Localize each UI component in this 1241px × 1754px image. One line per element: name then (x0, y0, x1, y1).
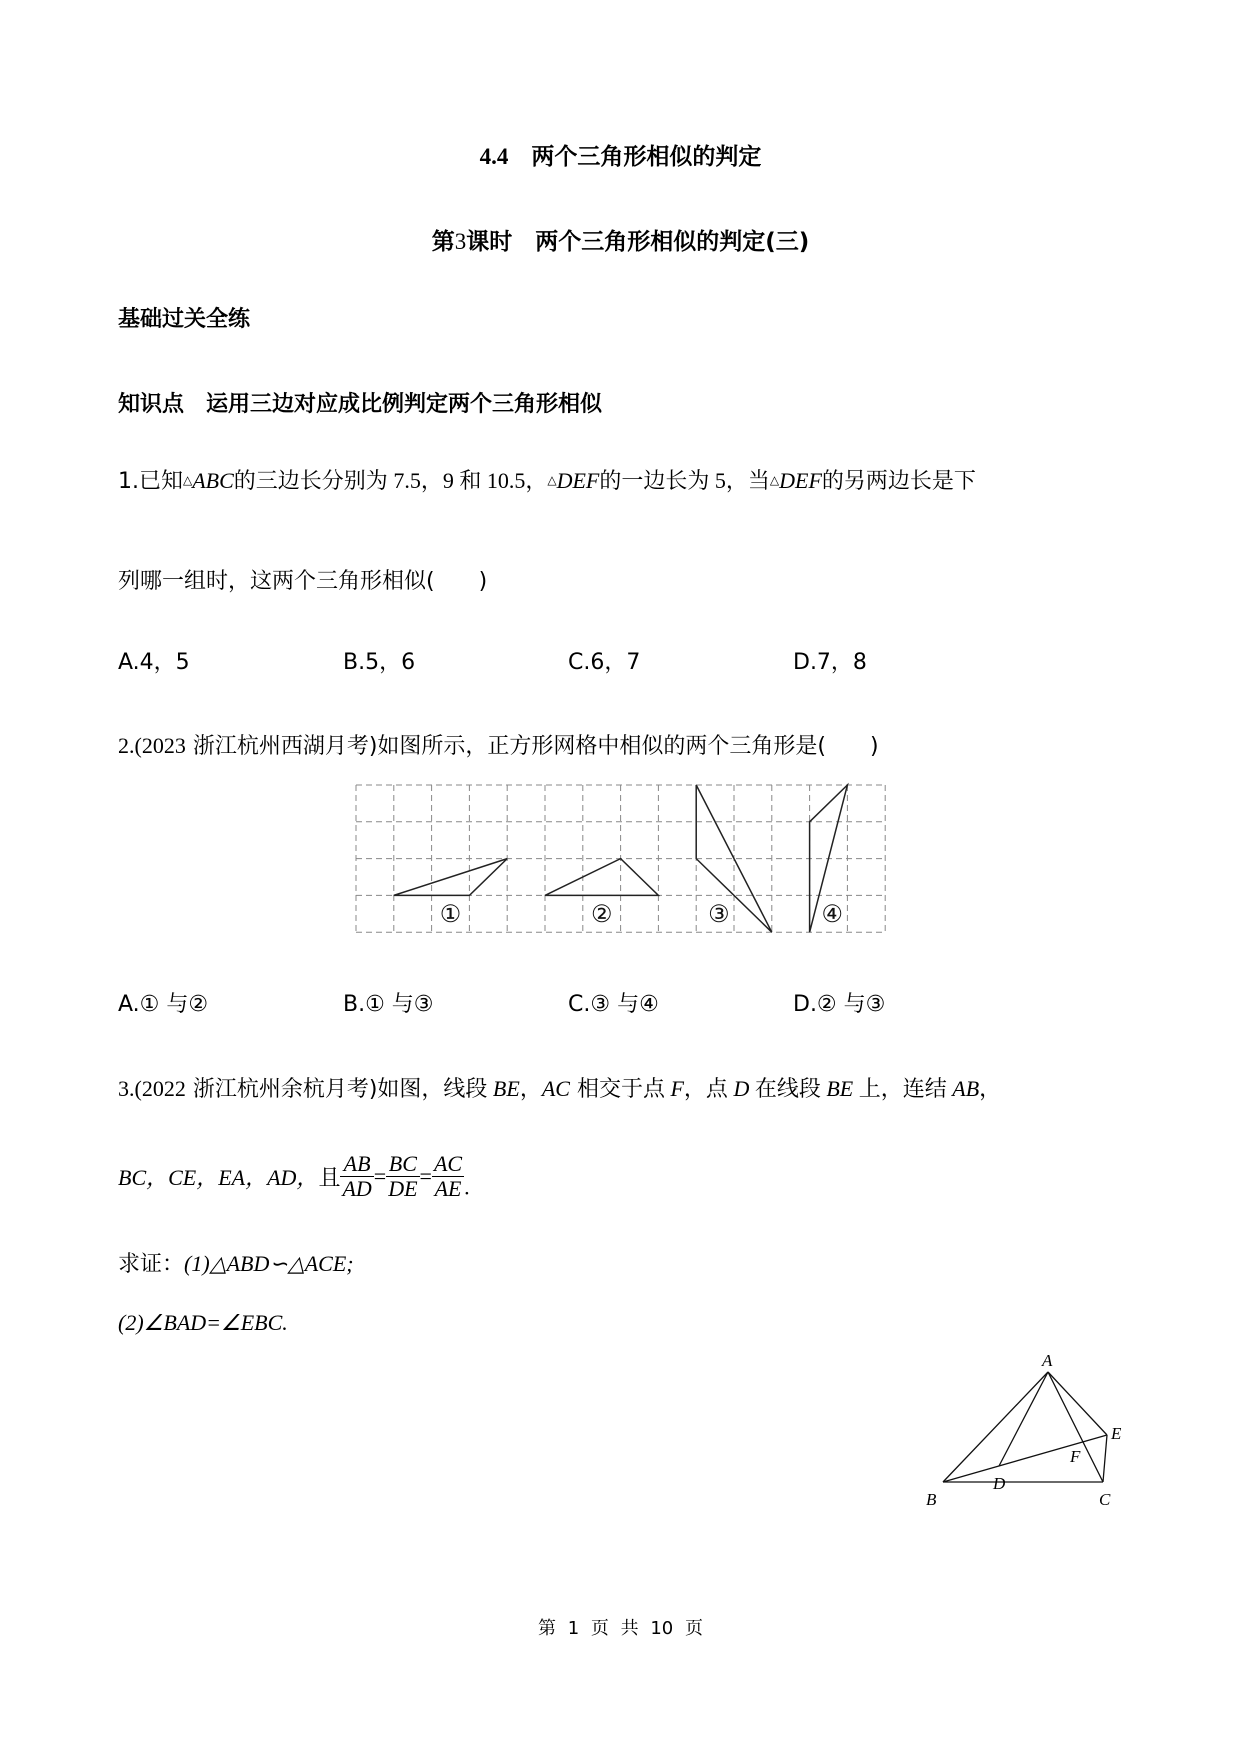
q3-text: 上，连结 (858, 1077, 947, 1102)
q3-text: ，点 (683, 1077, 728, 1102)
knowledge-point-title: 运用三边对应成比例判定两个三角形相似 (206, 392, 603, 417)
q1-line1 (118, 464, 976, 495)
q3-prefix: 3.(2022 (118, 1076, 186, 1101)
q3-segments: BC，CE，EA，AD， (118, 1165, 319, 1190)
fraction-numerator: AC (433, 1151, 463, 1176)
q3-comma: ， (979, 1077, 1002, 1102)
triangle-1 (394, 859, 507, 896)
q1-num: 7.5，9 (393, 468, 454, 493)
label-e: E (1111, 1424, 1122, 1443)
q3-prove-line2 (118, 1310, 288, 1336)
q3-text: 在线段 (754, 1077, 821, 1102)
period: . (464, 1174, 470, 1200)
q1-def: DEF (556, 468, 600, 493)
fraction-ab-ad (340, 1152, 373, 1201)
q3-text: 相交于点 (576, 1077, 665, 1102)
triangle-label-2: ② (590, 901, 613, 928)
label-b: B (926, 1490, 937, 1509)
triangle-symbol: △ (183, 473, 193, 487)
segment-ae (1048, 1372, 1107, 1435)
q1-option-c[interactable]: C.6，7 (568, 650, 641, 675)
q2-text: 浙江杭州西湖月考)如图所示，正方形网格中相似的两个三角形是( ) (192, 734, 879, 759)
q1-option-d[interactable]: D.7，8 (793, 650, 867, 675)
lesson-title (0, 223, 1241, 256)
fraction-bc-de (386, 1152, 419, 1201)
q2-line (118, 729, 879, 760)
q1-text: 当 (747, 469, 770, 494)
segment-be (943, 1435, 1107, 1482)
section-title (0, 138, 1241, 171)
knowledge-point-label: 知识点 (118, 392, 185, 417)
equals-sign: = (373, 1163, 387, 1189)
prove-part-1: (1)△ABD∽△ACE; (184, 1251, 354, 1276)
prove-part-2: (2)∠BAD=∠EBC. (118, 1310, 288, 1335)
segment-ab (943, 1372, 1048, 1482)
lesson-title-text: 两个三角形相似的判定(三) (535, 229, 810, 255)
triangle-2 (545, 859, 658, 896)
q1-text: 的三边长分别为 (233, 469, 388, 494)
label-c: C (1099, 1490, 1111, 1509)
practice-heading: 基础过关全练 (118, 307, 251, 332)
q1-text: 的另两边长是下 (821, 469, 976, 494)
page-footer: 第 1 页 共 10 页 (538, 1618, 703, 1639)
grid-figure (350, 780, 895, 940)
q1-text: 和 (459, 469, 482, 494)
segment-ce (1103, 1435, 1107, 1482)
q2-option-b[interactable]: B.① 与③ (343, 992, 434, 1017)
q3-text: 浙江杭州余杭月考)如图，线段 (192, 1077, 488, 1102)
q1-line2: 列哪一组时，这两个三角形相似( ) (118, 569, 488, 594)
q1-text: 1.已知 (118, 469, 183, 494)
section-title-text: 两个三角形相似的判定 (531, 144, 762, 170)
triangle-symbol: △ (769, 473, 780, 487)
q1-text: 的一边长为 (599, 469, 710, 494)
q3-be: BE (492, 1076, 520, 1101)
label-a: A (1042, 1351, 1053, 1370)
knowledge-point-heading (118, 387, 602, 418)
q1-num: 10.5， (486, 468, 548, 493)
triangle-label-3: ③ (708, 901, 730, 928)
q3-ac: AC (541, 1076, 570, 1101)
triangle-symbol: △ (547, 473, 557, 487)
q3-qie: 且 (318, 1166, 341, 1191)
q3-d: D (733, 1076, 750, 1101)
q2-option-c[interactable]: C.③ 与④ (568, 992, 659, 1017)
q1-option-a[interactable]: A.4，5 (118, 650, 190, 675)
q2-prefix: 2.(2023 (118, 733, 186, 758)
geometry-figure (920, 1350, 1140, 1515)
q3-prove-line1 (118, 1247, 354, 1278)
q1-def: DEF (779, 468, 822, 493)
q3-comma: ， (519, 1077, 542, 1102)
q1-abc: ABC (192, 468, 234, 493)
lesson-number: 3 (454, 229, 467, 254)
q3-be: BE (826, 1076, 854, 1101)
fraction-denominator: AD (342, 1176, 372, 1201)
fraction-denominator: DE (388, 1176, 418, 1201)
label-d: D (993, 1474, 1006, 1493)
section-number: 4.4 (479, 144, 509, 169)
q1-option-b[interactable]: B.5，6 (343, 650, 416, 675)
q1-num: 5， (714, 468, 748, 493)
q2-option-a[interactable]: A.① 与② (118, 992, 209, 1017)
equals-sign: = (419, 1163, 432, 1189)
q2-option-d[interactable]: D.② 与③ (793, 992, 886, 1017)
triangle-label-1: ① (439, 901, 462, 928)
label-f: F (1070, 1447, 1081, 1466)
q3-line1 (118, 1072, 1001, 1103)
triangle-label-4: ④ (821, 901, 844, 928)
lesson-prefix: 第 (431, 229, 455, 255)
lesson-suffix: 课时 (466, 229, 513, 255)
prove-label: 求证： (118, 1252, 185, 1277)
fraction-denominator: AE (434, 1176, 462, 1201)
q3-f: F (670, 1076, 684, 1101)
fraction-numerator: BC (386, 1152, 419, 1177)
segment-ad (999, 1372, 1048, 1466)
q3-line2 (118, 1152, 470, 1201)
q3-ab: AB (952, 1076, 980, 1101)
fraction-ac-ae (432, 1152, 464, 1201)
triangle-labels (440, 902, 843, 928)
fraction-numerator: AB (340, 1152, 373, 1177)
